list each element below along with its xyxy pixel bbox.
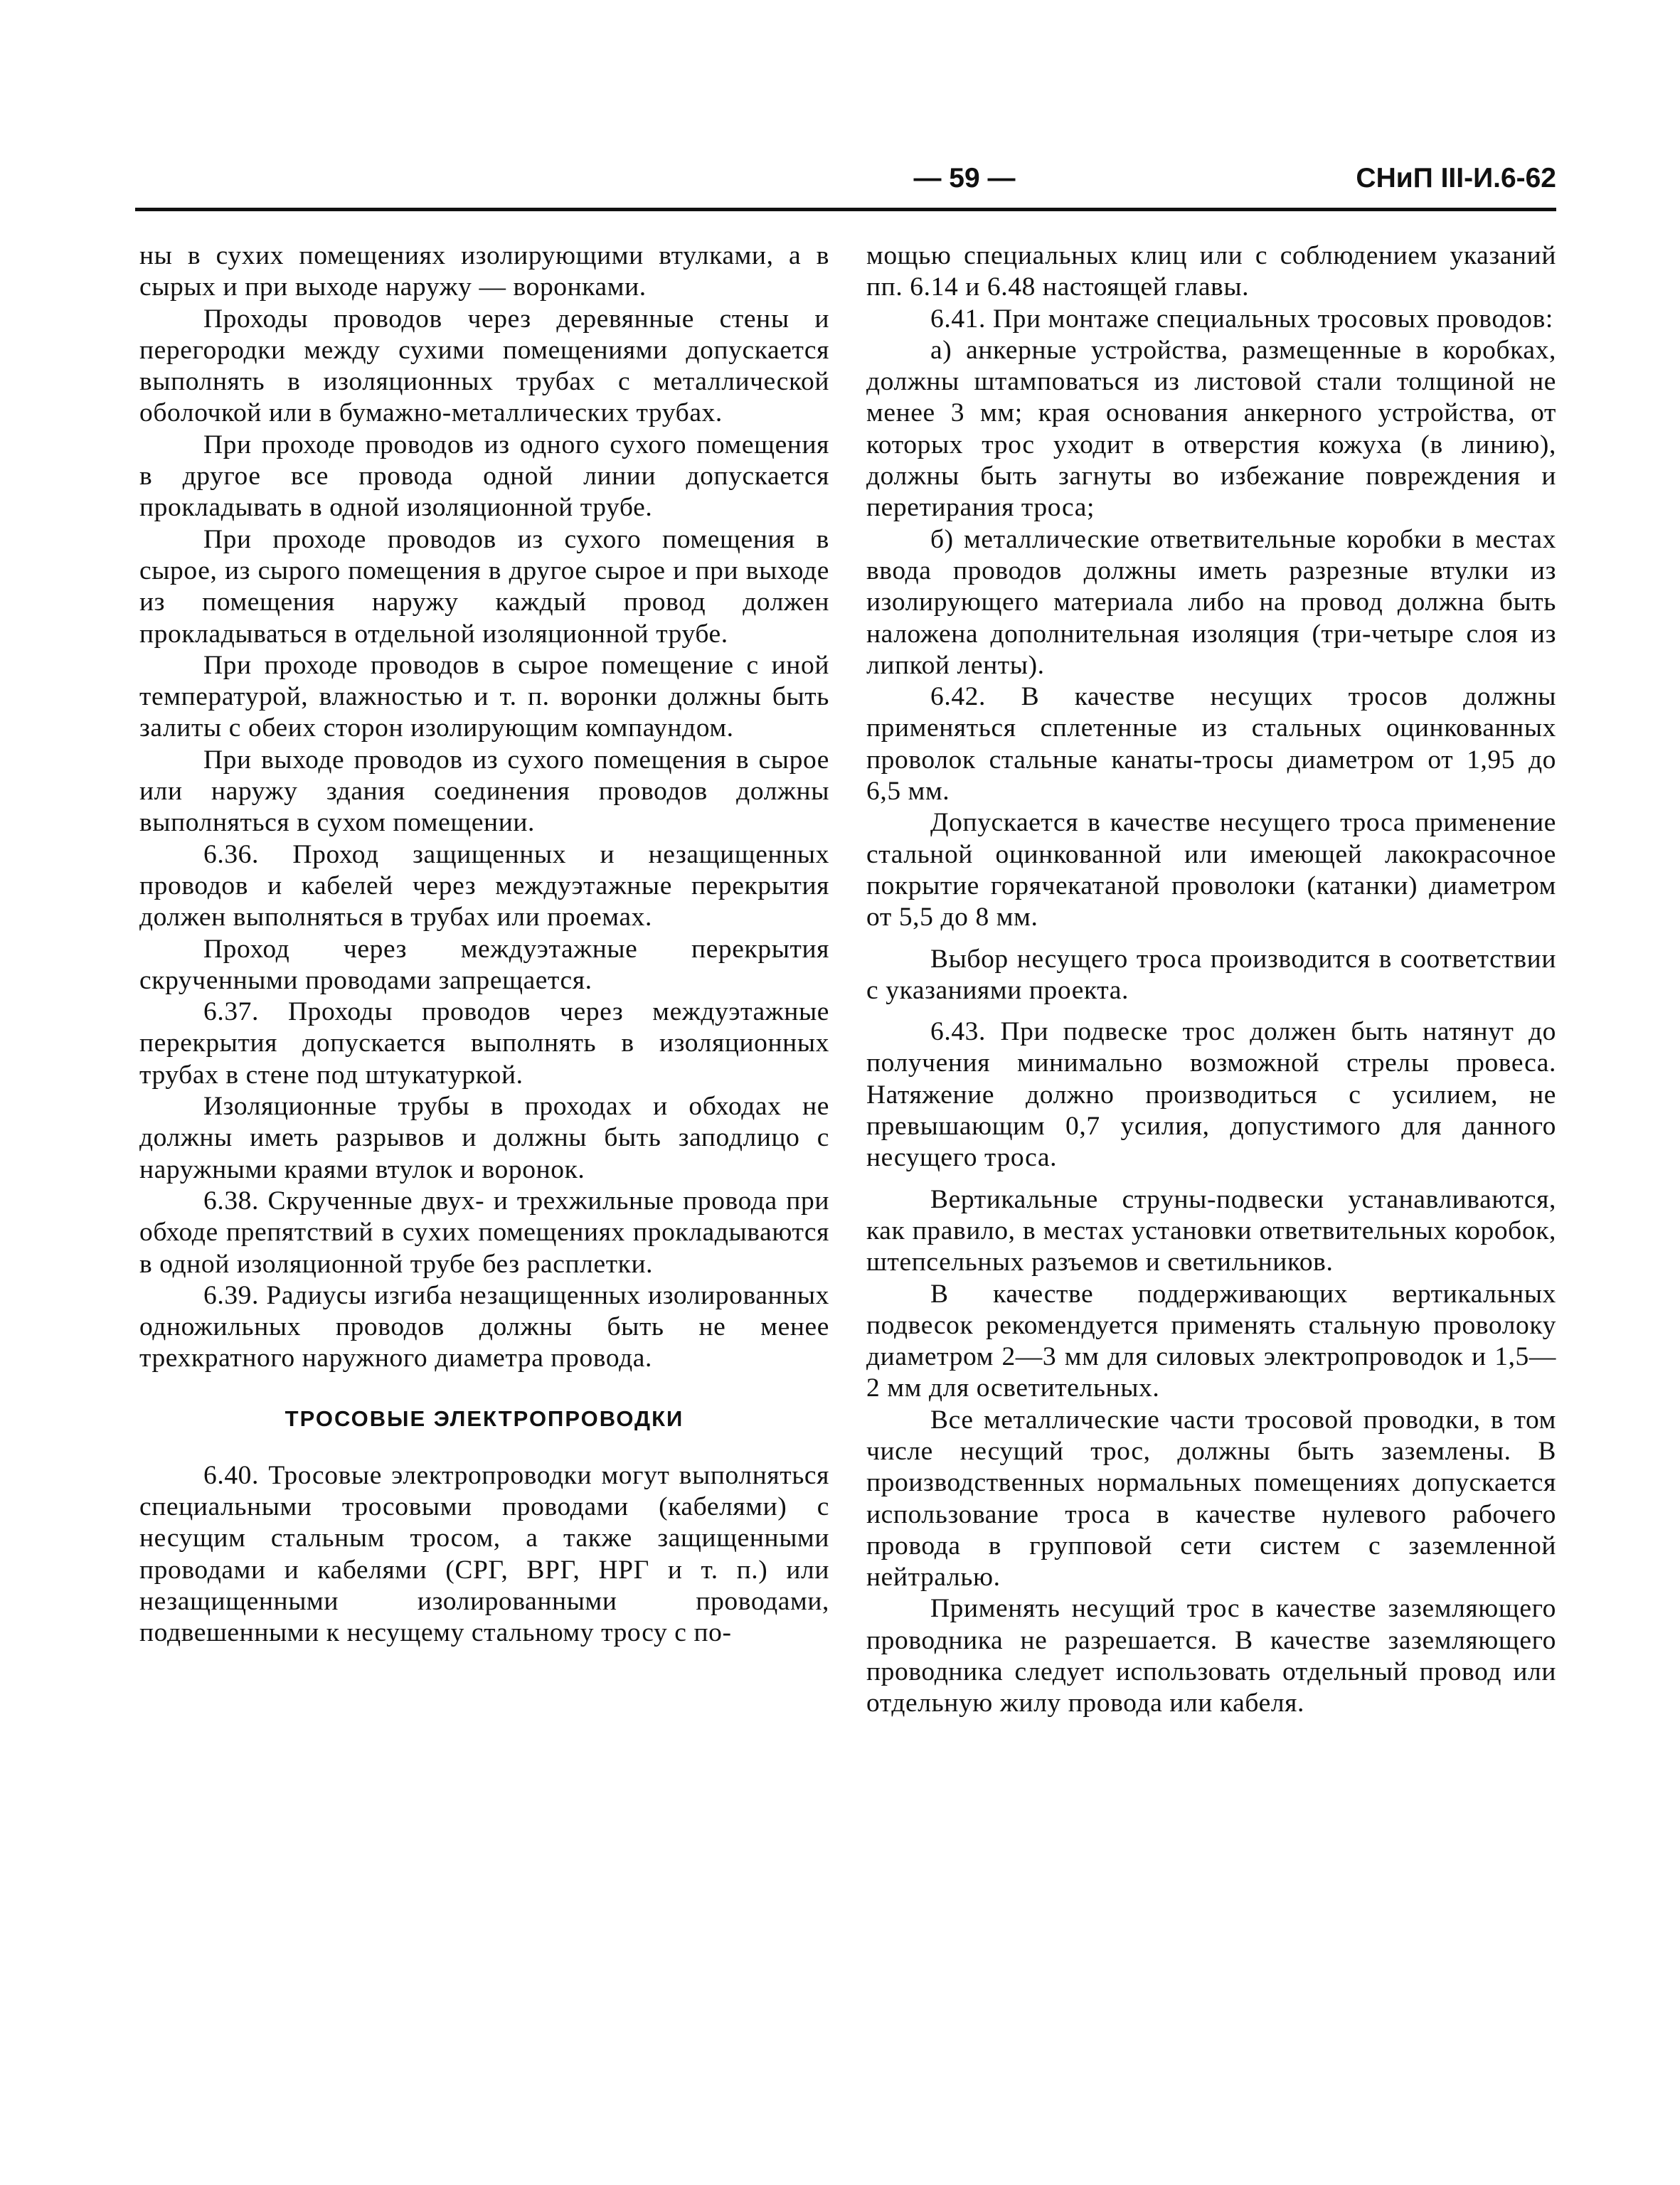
document-code: СНиП III-И.6-62 [1356,163,1556,193]
paragraph: При проходе проводов из одного сухого помещения в другое все провода одной линии допускается прокладывать в одной изоляционной трубе. [139,430,829,523]
clause-text: Скрученные двух- и трехжильные провода при обходе препятствий в сухих помещениях прокладываются в одной изоляционной трубе без расплетки. [139,1186,829,1279]
paragraph: При выходе проводов из сухого помещения в сырое или наружу здания соединения проводов должны выполняться в сухом помещении. [139,745,829,838]
paragraph: Все металлические части тросовой проводки, в том числе несущий трос, должны быть заземлены. В производственных нормальных помещениях допускается использование троса в качестве нулевого рабочего провода в групповой сети систем с заземленной нейтралью. [866,1405,1556,1593]
paragraph: Изоляционные трубы в проходах и обходах не должны иметь разрывов и должны быть заподлицо с наружными краями втулок и воронок. [139,1092,829,1184]
clause-6-39 [139,1280,829,1375]
paragraph: При проходе проводов в сырое помещение с иной температурой, влажностью и т. п. воронки должны быть залиты с обеих сторон изолирующим компаундом. [139,650,829,743]
clause-text: При монтаже специальных тросовых проводов: [992,304,1553,334]
clause-6-36 [139,839,829,934]
clause-6-40 [139,1460,829,1649]
clause-6-38 [139,1186,829,1280]
section-heading: ТРОСОВЫЕ ЭЛЕКТРОПРОВОДКИ [285,1405,684,1431]
clause-number: 6.37. [203,997,259,1027]
clause-number: 6.40. [203,1460,259,1490]
clause-6-41 [866,304,1556,335]
page-number: — 59 — [913,163,1016,193]
page-header [139,161,1556,211]
clause-6-43 [866,1016,1556,1174]
paragraph: В качестве поддерживающих вертикальных подвесок рекомендуется применять стальную проволоку диаметром 2—3 мм для силовых электропроводок и 1,5—2 мм для осветительных. [866,1279,1556,1403]
paragraph: Вертикальные струны-подвески устанавливаются, как правило, в местах установки ответвительных коробок, штепсельных разъемов и светильников. [866,1184,1556,1277]
paragraph: Проходы проводов через деревянные стены и перегородки между сухими помещениями допускается выполнять в изоляционных трубах с металлической оболочкой или в бумажно-металлических трубах. [139,304,829,428]
clause-6-37 [139,996,829,1091]
clause-text: Радиусы изгиба незащищенных изолированных одножильных проводов должны быть не менее трехкратного наружного диаметра провода. [139,1280,829,1373]
clause-text: Тросовые электропроводки могут выполняться специальными тросовыми проводами (кабелями) с несущим стальным тросом, а также защищенными проводами и кабелями (СРГ, ВРГ, НРГ и т. п.) или незащищенными изолированными проводами, подвешенными к несущему стальному тросу с по- [139,1460,830,1648]
paragraph: Проход через междуэтажные перекрытия скрученными проводами запрещается. [139,934,829,995]
paragraph: Допускается в качестве несущего троса применение стальной оцинкованной или имеющей лакокрасочное покрытие горячекатаной проволоки (катанки) диаметром от 5,5 до 8 мм. [866,808,1556,932]
right-column [866,240,1556,1720]
clause-6-42 [866,681,1556,807]
clause-text: Проходы проводов через междуэтажные перекрытия допускается выполнять в изоляционных трубах в стене под штукатуркой. [139,997,829,1090]
paragraph: При проходе проводов из сухого помещения в сырое, из сырого помещения в другое сырое и при выходе из помещения наружу каждый провод должен прокладываться в отдельной изоляционной трубе. [139,524,829,649]
paragraph: Применять несущий трос в качестве заземляющего проводника не разрешается. В качестве заземляющего проводника следует использовать отдельный провод или отдельную жилу провода или кабеля. [866,1594,1556,1718]
clause-number: 6.38. [203,1186,259,1216]
header-rule [135,208,1556,211]
clause-number: 6.43. [930,1017,986,1047]
clause-number: 6.41. [930,304,986,334]
paragraph: ны в сухих помещениях изолирующими втулками, а в сырых и при выходе наружу — воронками. [139,241,829,302]
clause-number: 6.42. [930,682,986,712]
paragraph: мощью специальных клиц или с соблюдением указаний пп. 6.14 и 6.48 настоящей главы. [866,241,1556,302]
clause-text: Проход защищенных и незащищенных проводов и кабелей через междуэтажные перекрытия должен выполняться в трубах или проемах. [139,839,829,932]
list-item-b: б) металлические ответвительные коробки в местах ввода проводов должны иметь разрезные втулки из изолирующего материала либо на провод должна быть наложена дополнительная изоляция (три-четыре слоя из липкой ленты). [866,524,1556,680]
clause-number: 6.39. [203,1280,259,1310]
clause-number: 6.36. [203,839,259,869]
clause-text: В качестве несущих тросов должны применяться сплетенные из стальных оцинкованных проволок стальные канаты-тросы диаметром от 1,95 до 6,5 мм. [866,682,1556,807]
list-item-a: а) анкерные устройства, размещенные в коробках, должны штамповаться из листовой стали толщиной не менее 3 мм; края основания анкерного устройства, от которых трос уходит в отверстия кожуха (в линию), должны быть загнуты во избежание повреждения и перетирания троса; [866,335,1556,523]
left-column [139,240,829,1649]
paragraph: Выбор несущего троса производится в соответствии с указаниями проекта. [866,944,1556,1005]
clause-text: При подвеске трос должен быть натянут до получения минимально возможной стрелы провеса. Натяжение должно производиться с усилием, не превышающим 0,7 усилия, допустимого для данного несущего троса. [866,1017,1556,1173]
